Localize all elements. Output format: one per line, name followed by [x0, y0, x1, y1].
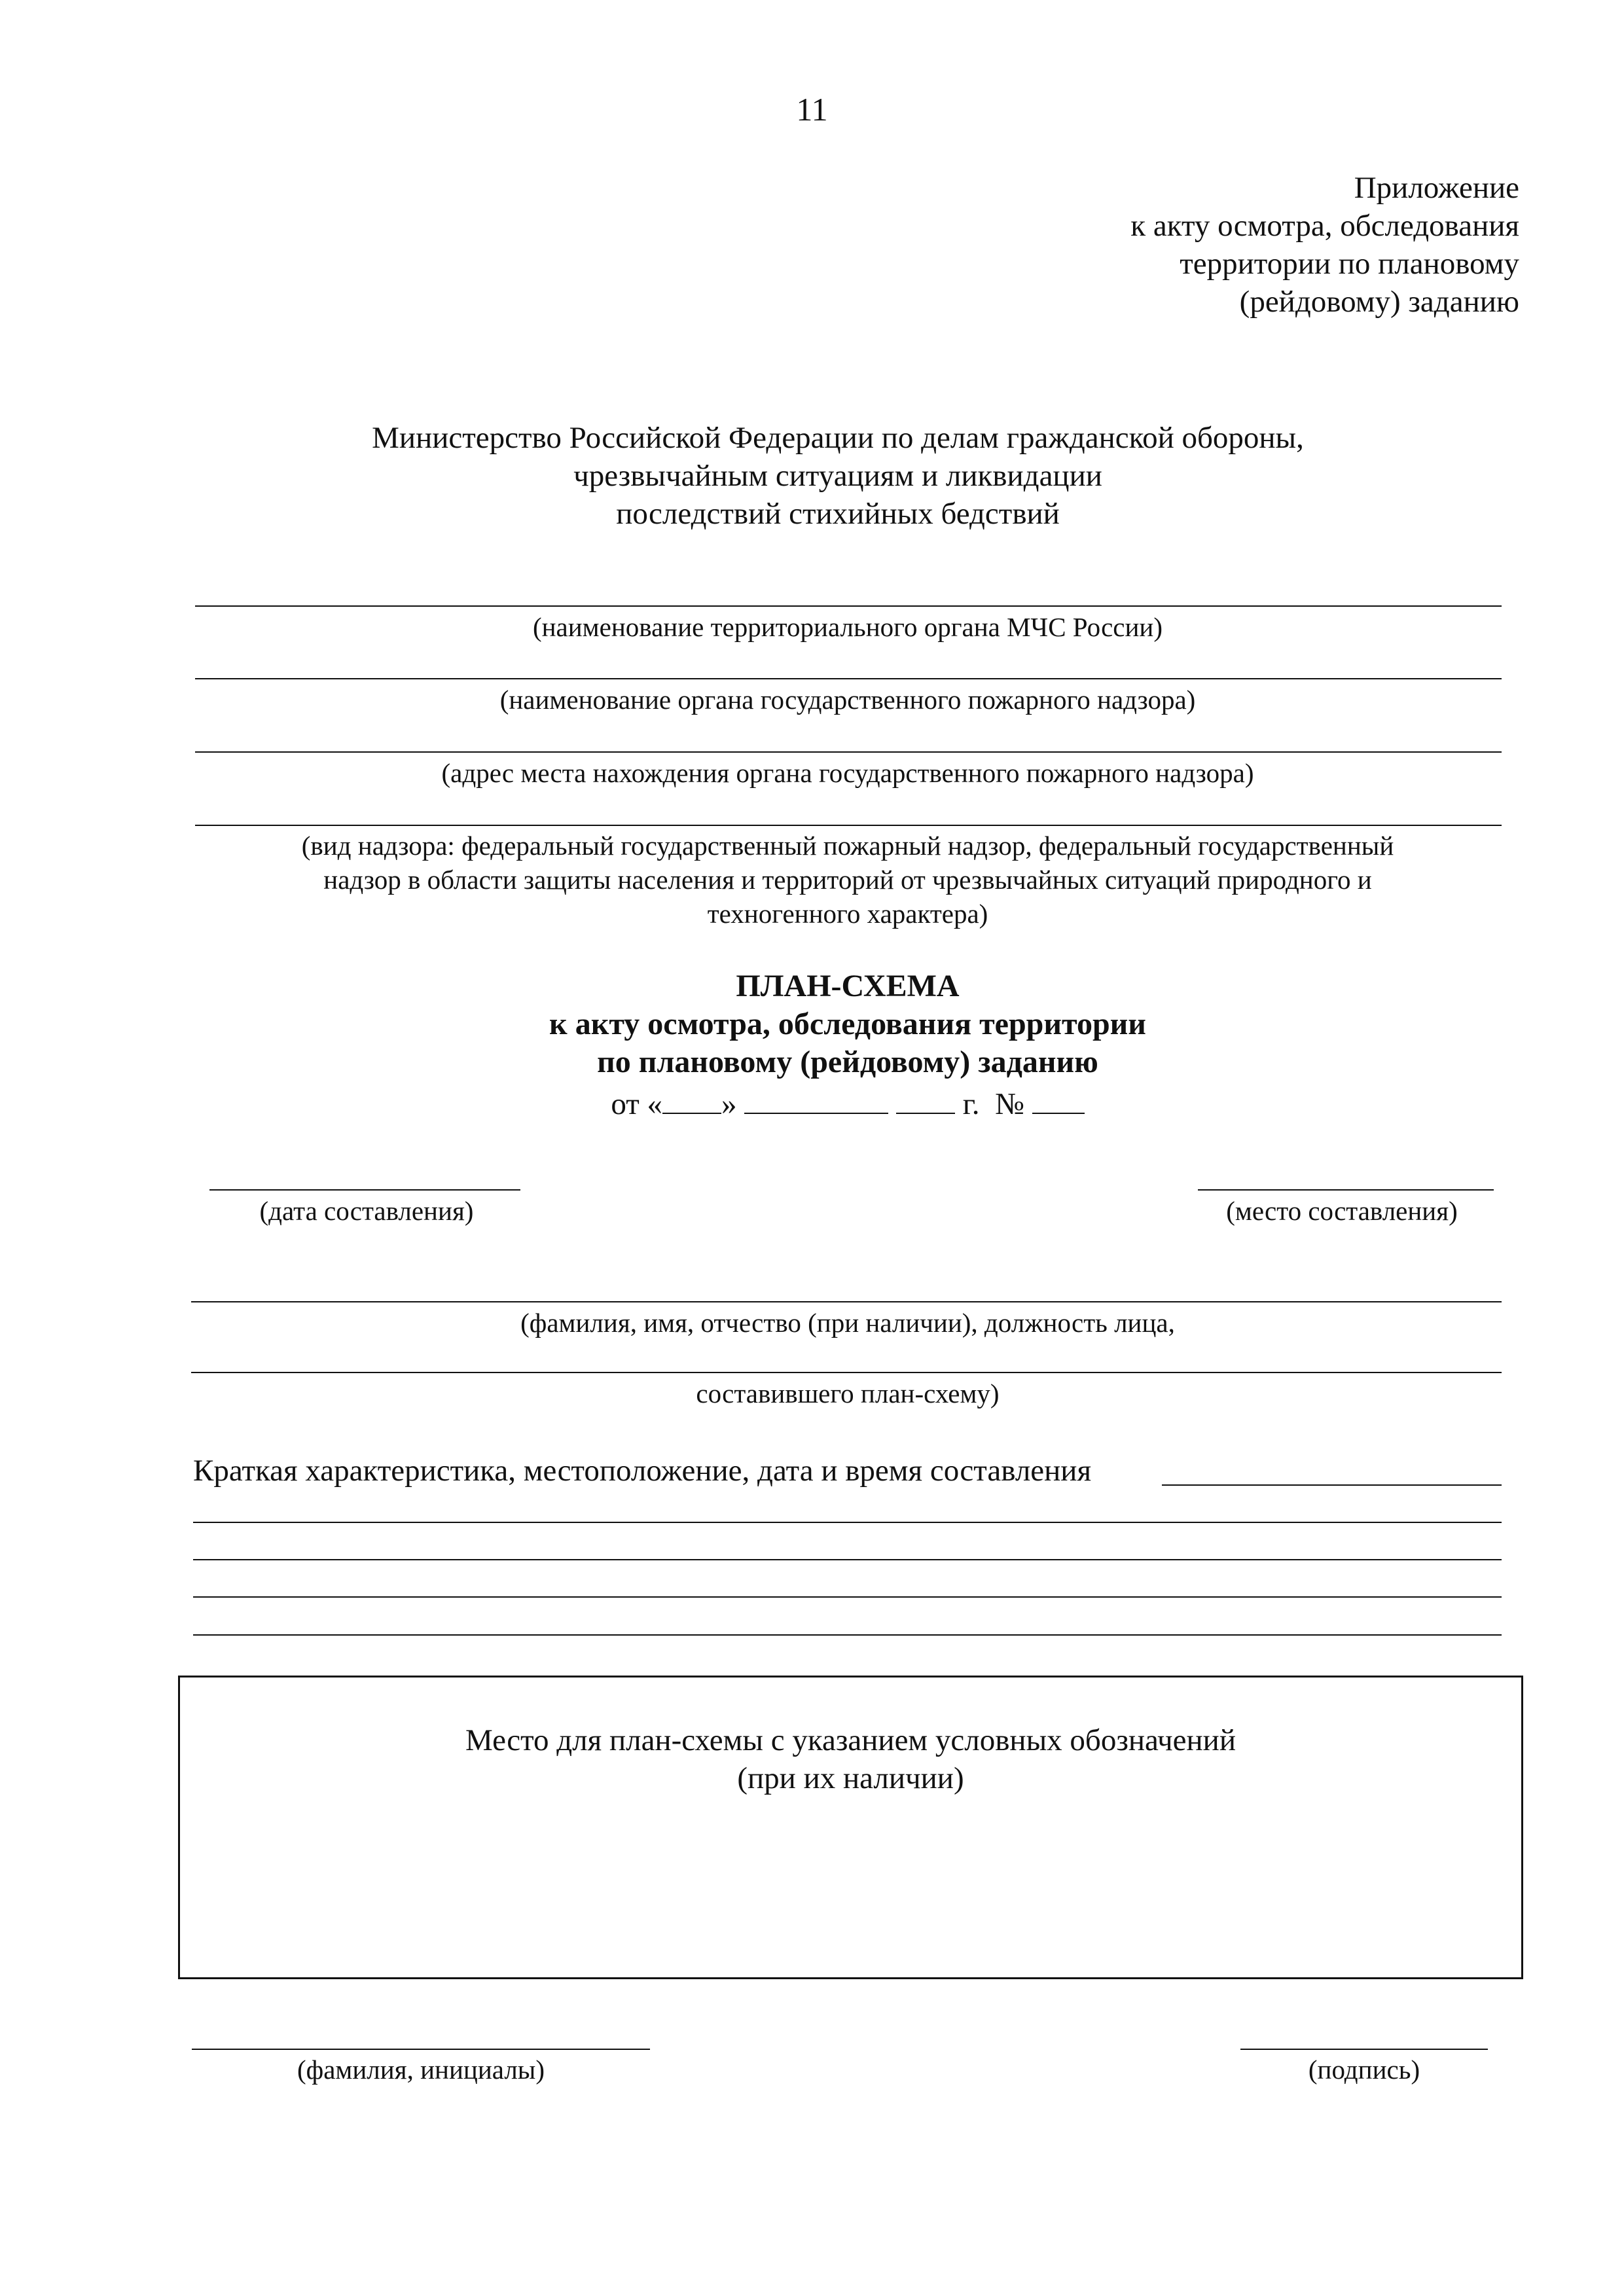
address-caption: (адрес места нахождения органа государственного пожарного надзора) — [441, 758, 1254, 788]
compilation-place-field[interactable] — [1198, 1189, 1494, 1191]
title-line: к акту осмотра, обследования территории — [549, 1007, 1146, 1041]
plan-scheme-caption — [178, 1721, 1523, 1797]
appendix-header — [1130, 169, 1519, 321]
compiler-caption-line1: (фамилия, имя, отчество (при наличии), должность лица, — [520, 1308, 1175, 1338]
appendix-line: (рейдовому) заданию — [1239, 285, 1519, 319]
signer-name-field[interactable] — [192, 2049, 650, 2050]
supervision-type-caption — [196, 829, 1499, 931]
signer-name-caption: (фамилия, инициалы) — [297, 2054, 545, 2085]
compiler-name-field[interactable] — [191, 1301, 1502, 1302]
ministry-line: последствий стихийных бедствий — [616, 497, 1060, 531]
date-number-line — [196, 1084, 1499, 1122]
supervision-type-line: надзор в области защиты населения и территорий от чрезвычайных ситуаций природного и — [323, 865, 1372, 895]
compilation-date-caption: (дата составления) — [259, 1196, 474, 1226]
appendix-line: территории по плановому — [1180, 247, 1519, 281]
supervision-type-field[interactable] — [195, 825, 1502, 826]
title-line: по плановому (рейдовому) заданию — [597, 1045, 1098, 1079]
document-number-field[interactable] — [1032, 1084, 1085, 1114]
address-field[interactable] — [195, 751, 1502, 753]
compilation-date-field[interactable] — [209, 1189, 520, 1191]
page-number: 11 — [796, 91, 828, 128]
plan-scheme-caption-line: Место для план-схемы с указанием условных обозначений — [465, 1723, 1236, 1757]
appendix-line: Приложение — [1354, 171, 1519, 205]
compiler-position-field[interactable] — [191, 1372, 1502, 1373]
brief-characteristics-label: Краткая характеристика, местоположение, дата и время составления — [193, 1454, 1092, 1488]
brief-characteristics-field[interactable] — [1162, 1484, 1502, 1486]
compilation-place-caption: (место составления) — [1226, 1196, 1458, 1226]
appendix-line: к акту осмотра, обследования — [1130, 209, 1519, 243]
compiler-caption-line2: составившего план-схему) — [696, 1378, 1000, 1408]
month-field[interactable] — [744, 1084, 888, 1114]
fire-supervision-body-field[interactable] — [195, 678, 1502, 679]
year-suffix: г. — [962, 1087, 980, 1121]
territorial-body-field[interactable] — [195, 605, 1502, 607]
date-prefix: от « — [611, 1087, 663, 1121]
day-field[interactable] — [662, 1084, 721, 1114]
ministry-heading — [183, 419, 1492, 533]
date-quote-close: » — [721, 1087, 737, 1121]
document-title — [196, 967, 1499, 1081]
signature-field[interactable] — [1240, 2049, 1488, 2050]
title-line: ПЛАН-СХЕМА — [736, 969, 960, 1003]
signature-caption: (подпись) — [1308, 2054, 1420, 2085]
fire-supervision-body-caption: (наименование органа государственного пожарного надзора) — [499, 685, 1196, 715]
year-field[interactable] — [896, 1084, 955, 1114]
brief-characteristics-line[interactable] — [193, 1522, 1502, 1523]
plan-scheme-caption-line: (при их наличии) — [737, 1761, 964, 1795]
brief-characteristics-line[interactable] — [193, 1634, 1502, 1636]
supervision-type-line: техногенного характера) — [707, 899, 988, 929]
ministry-line: чрезвычайным ситуациям и ликвидации — [573, 459, 1102, 493]
territorial-body-caption: (наименование территориального органа МЧС России) — [532, 612, 1163, 642]
ministry-line: Министерство Российской Федерации по делам гражданской обороны, — [372, 421, 1304, 455]
brief-characteristics-line[interactable] — [193, 1596, 1502, 1598]
supervision-type-line: (вид надзора: федеральный государственный пожарный надзор, федеральный государственный — [301, 831, 1394, 861]
number-sign: № — [995, 1087, 1024, 1121]
brief-characteristics-line[interactable] — [193, 1559, 1502, 1560]
